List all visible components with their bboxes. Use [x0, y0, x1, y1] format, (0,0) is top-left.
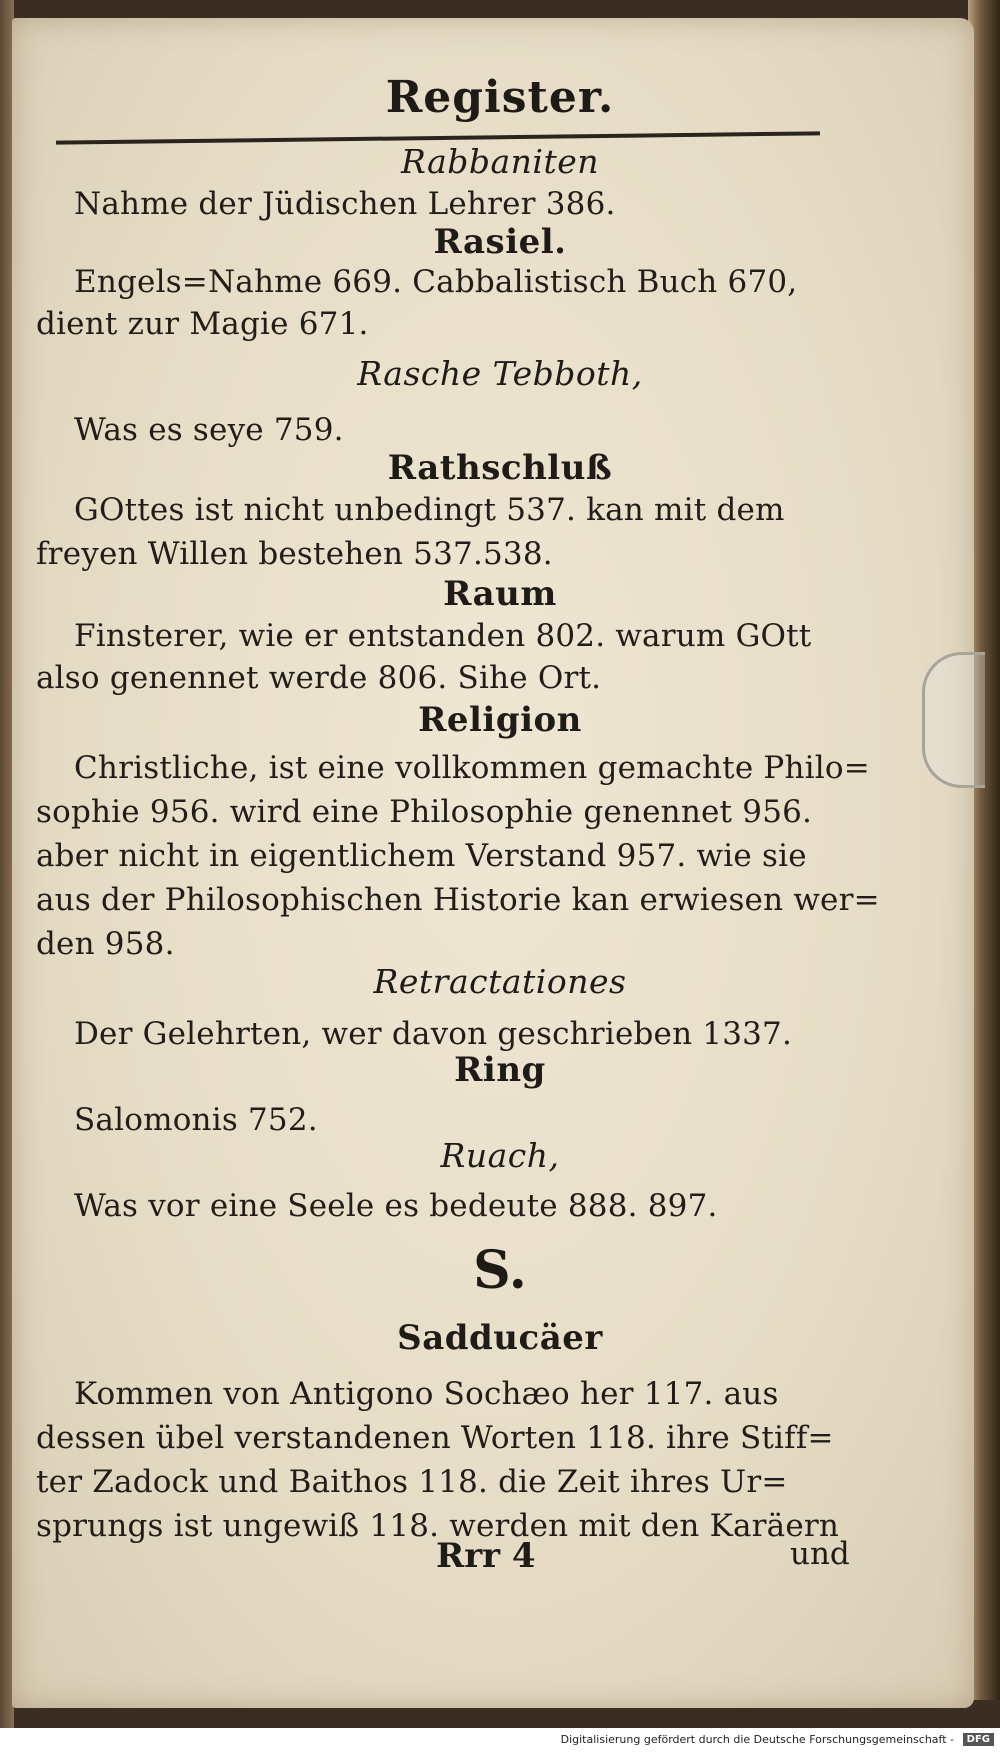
page-signature: Rrr 4 [436, 1536, 536, 1576]
entry-line: Christliche, ist eine vollkommen gemachte Philo= [74, 750, 870, 786]
entry-head-ring: Ring [454, 1050, 546, 1090]
entry-line: sprungs ist ungewiß 118. werden mit den Karäern [36, 1508, 840, 1544]
entry-line: Kommen von Antigono Sochæo her 117. aus [74, 1376, 779, 1412]
entry-head-rabbaniten: Rabbaniten [400, 142, 600, 181]
entry-line: den 958. [36, 926, 175, 962]
section-letter: S. [473, 1240, 527, 1301]
entry-head-religion: Religion [418, 700, 582, 740]
entry-line: Was es seye 759. [74, 412, 344, 448]
entry-line: ter Zadock und Baithos 118. die Zeit ihres Ur= [36, 1464, 788, 1500]
entry-head-raum: Raum [443, 574, 557, 614]
entry-head-sadducaer: Sadducäer [397, 1318, 603, 1358]
dfg-logo: DFG [963, 1733, 994, 1746]
entry-line: Finsterer, wie er entstanden 802. warum GOtt [74, 618, 812, 654]
entry-line: Engels=Nahme 669. Cabbalistisch Buch 670, [74, 264, 798, 300]
entry-line: aus der Philosophischen Historie kan erwiesen wer= [36, 882, 880, 918]
entry-line: Salomonis 752. [74, 1102, 318, 1138]
entry-line: dessen übel verstandenen Worten 118. ihre Stiff= [36, 1420, 834, 1456]
page-title: Register. [385, 72, 615, 123]
entry-head-rathschluss: Rathschluß [387, 448, 613, 488]
entry-line: dient zur Magie 671. [36, 306, 369, 342]
paper-clip [922, 652, 985, 788]
entry-head-ruach: Ruach, [440, 1136, 560, 1175]
entry-head-rasiel: Rasiel. [433, 222, 567, 262]
entry-line: Nahme der Jüdischen Lehrer 386. [74, 186, 616, 222]
catchword: und [790, 1536, 850, 1572]
entry-line: also genennet werde 806. Sihe Ort. [36, 660, 602, 696]
entry-head-rasche-tebboth: Rasche Tebboth, [357, 354, 643, 393]
digitization-footer [0, 1728, 1000, 1753]
entry-line: sophie 956. wird eine Philosophie genennet 956. [36, 794, 813, 830]
entry-head-retractationes: Retractationes [373, 962, 627, 1001]
entry-line: GOttes ist nicht unbedingt 537. kan mit dem [74, 492, 785, 528]
entry-line: aber nicht in eigentlichem Verstand 957. wie sie [36, 838, 807, 874]
entry-line: freyen Willen bestehen 537.538. [36, 536, 553, 572]
footer-credit: Digitalisierung gefördert durch die Deutsche Forschungsgemeinschaft - [560, 1733, 954, 1746]
entry-line: Was vor eine Seele es bedeute 888. 897. [74, 1188, 718, 1224]
entry-line: Der Gelehrten, wer davon geschrieben 1337. [74, 1016, 793, 1052]
